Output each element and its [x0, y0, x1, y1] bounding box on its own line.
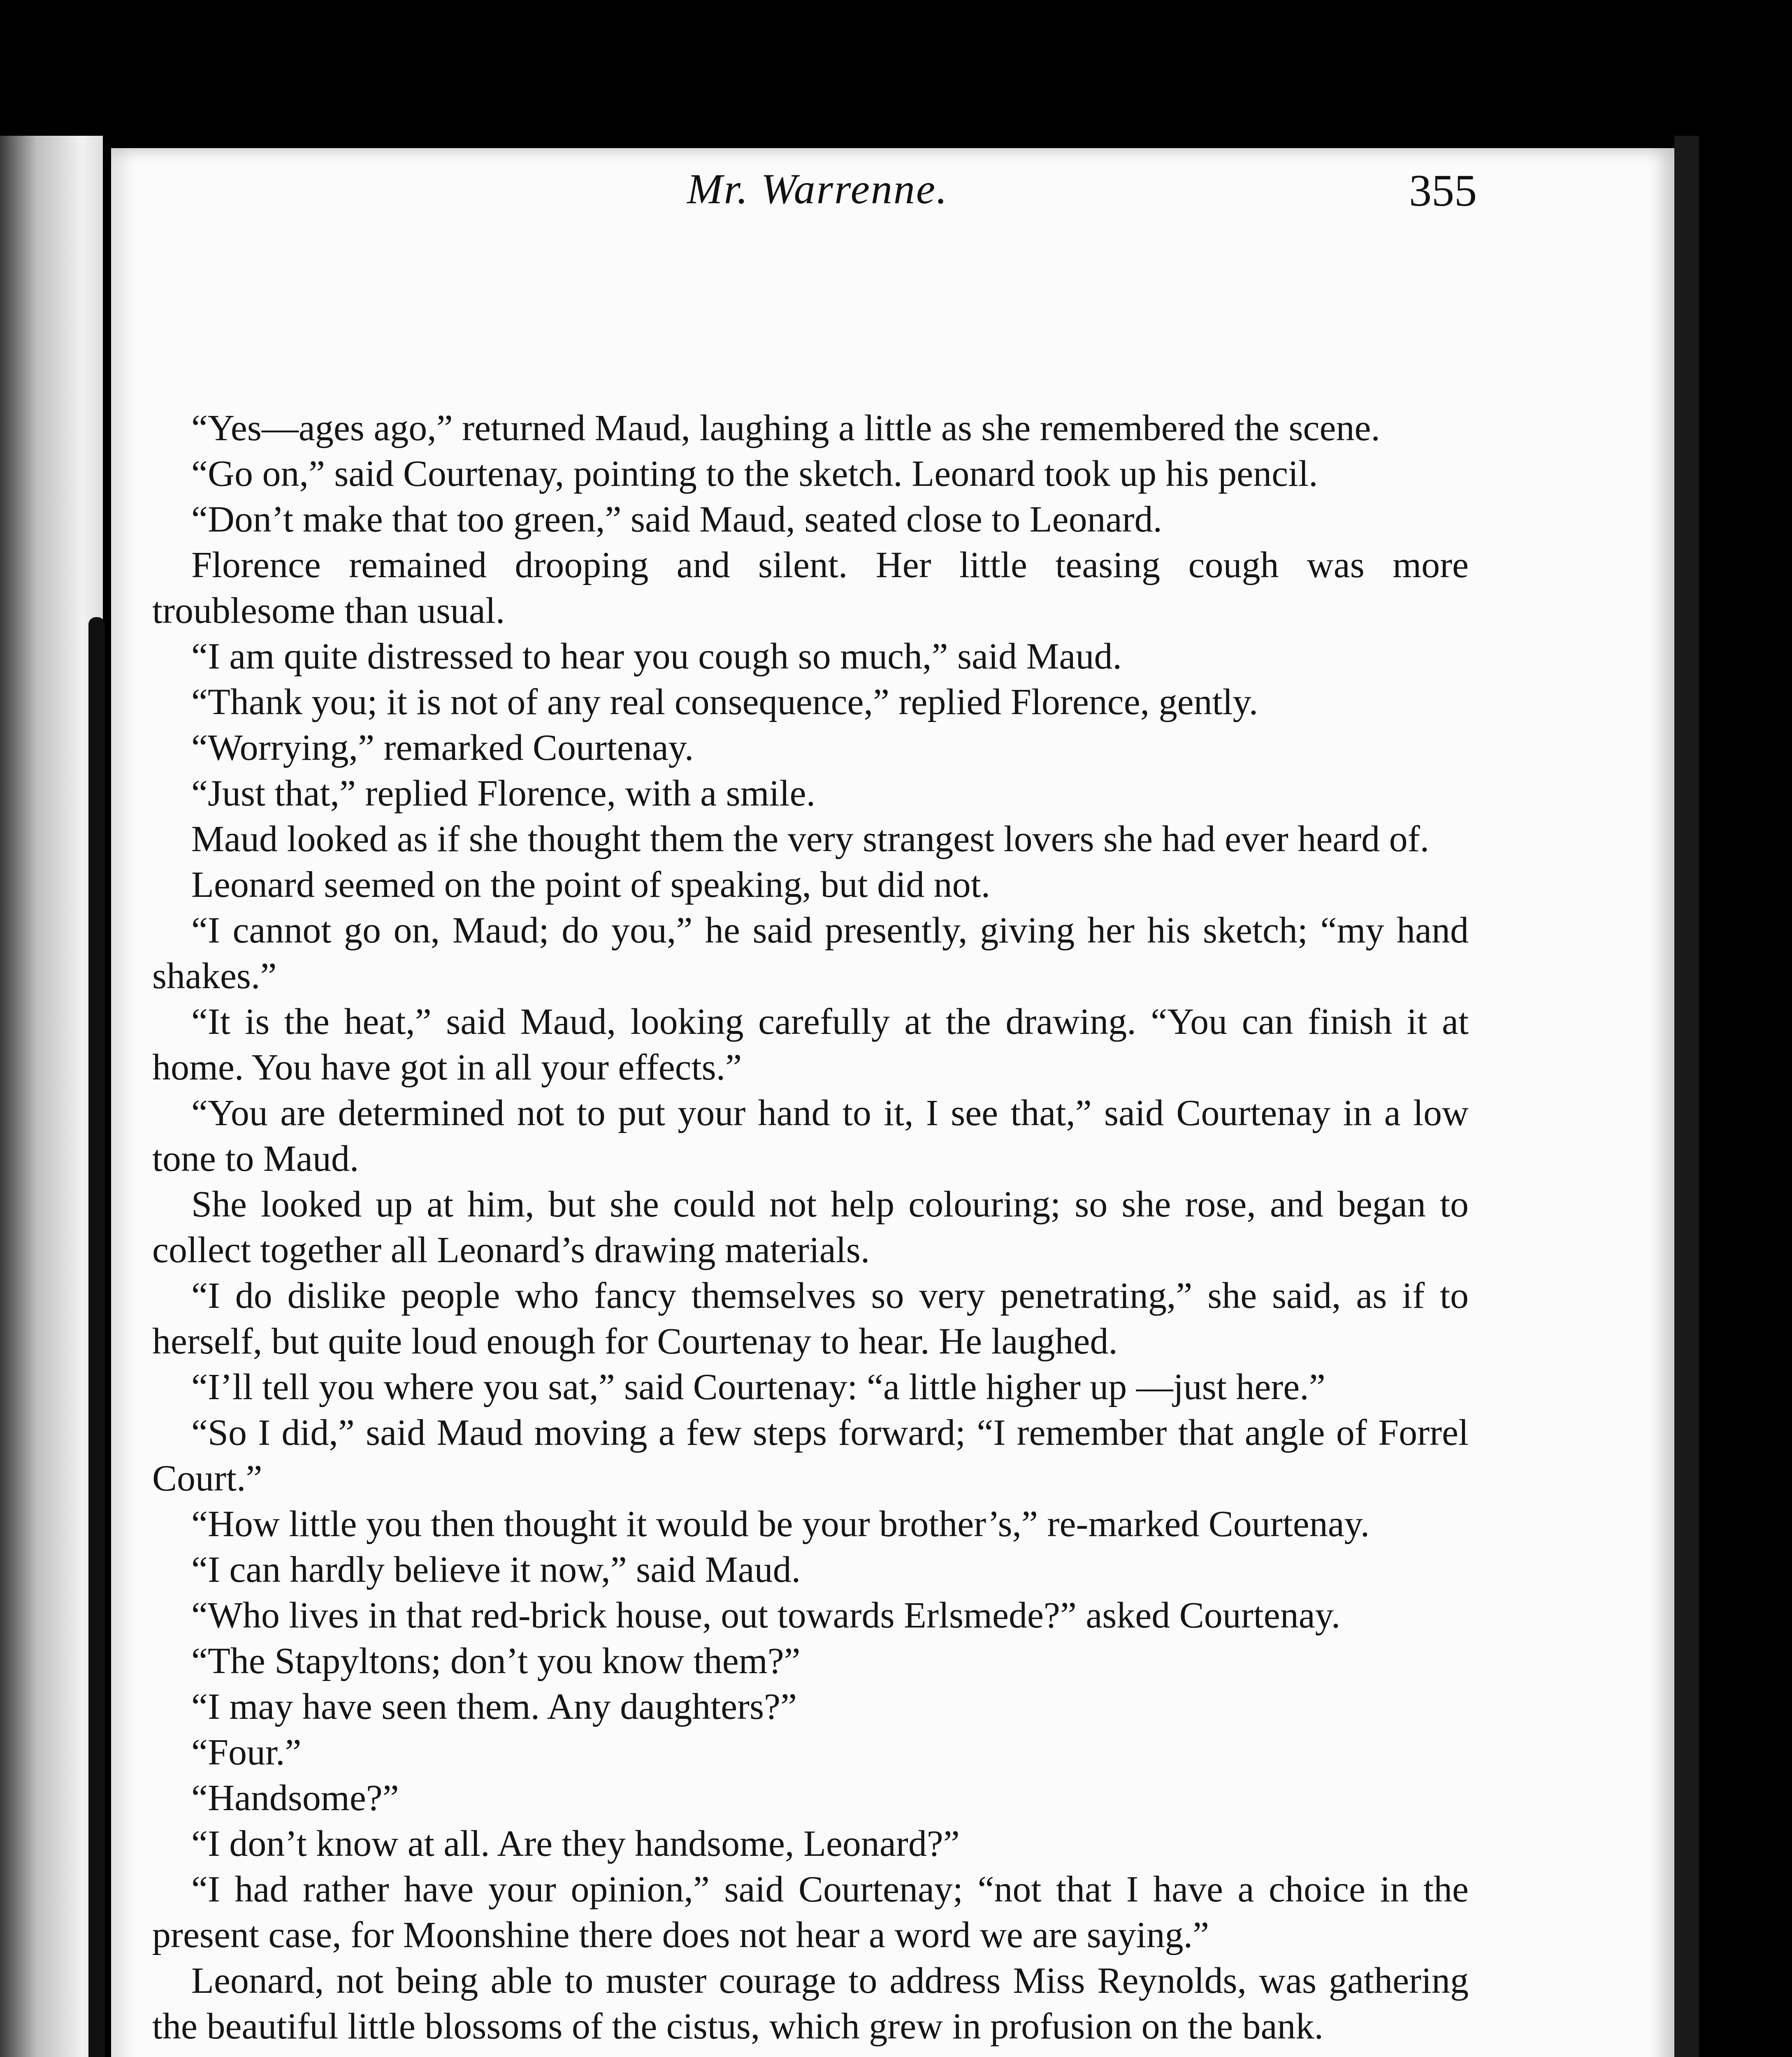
paragraph: “You are determined not to put your hand to it, I see that,” said Courtenay in a low tone to Maud. — [152, 1093, 1469, 1179]
running-title: Mr. Warrenne. — [687, 165, 949, 213]
paragraph: Leonard, not being able to muster courage to address Miss Reynolds, was gathering the beautiful little blossoms of the cistus, which grew in profusion on the bank. — [152, 1960, 1469, 2047]
paragraph: “I do dislike people who fancy themselves so very penetrating,” she said, as if to herself, but quite loud enough for Courtenay to hear. He laughed. — [152, 1275, 1469, 1362]
body-text — [152, 405, 1469, 2049]
paragraph: “The Stapyltons; don’t you know them?” — [191, 1641, 801, 1681]
facing-page-edge — [0, 136, 103, 2057]
page-right-shadow — [1674, 136, 1699, 2057]
paragraph: “I am quite distressed to hear you cough so much,” said Maud. — [191, 636, 1122, 677]
paragraph: Florence remained drooping and silent. Her little teasing cough was more troublesome than usual. — [152, 545, 1469, 631]
paragraph: “I may have seen them. Any daughters?” — [191, 1686, 797, 1727]
page-number: 355 — [1409, 165, 1477, 216]
paragraph: She looked up at him, but she could not help colouring; so she rose, and began to collect together all Leonard’s drawing materials. — [152, 1184, 1469, 1270]
paragraph: “Just that,” replied Florence, with a smile. — [191, 773, 816, 814]
paragraph: “I can hardly believe it now,” said Maud. — [191, 1549, 801, 1590]
paragraph: “I cannot go on, Maud; do you,” he said presently, giving her his sketch; “my hand shakes.” — [152, 910, 1469, 996]
paragraph: “Who lives in that red-brick house, out towards Erlsmede?” asked Courtenay. — [191, 1595, 1341, 1636]
paragraph: “Four.” — [191, 1732, 302, 1773]
paragraph: “It is the heat,” said Maud, looking carefully at the drawing. “You can finish it at home. You have got in all your effects.” — [152, 1001, 1469, 1088]
paragraph: “Go on,” said Courtenay, pointing to the sketch. Leonard took up his pencil. — [191, 453, 1318, 494]
paragraph: “I’ll tell you where you sat,” said Courtenay: “a little higher up —just here.” — [191, 1367, 1325, 1407]
paragraph: “How little you then thought it would be your brother’s,” re-marked Courtenay. — [191, 1504, 1370, 1544]
paragraph: “Worrying,” remarked Courtenay. — [191, 727, 694, 768]
paragraph: “So I did,” said Maud moving a few steps forward; “I remember that angle of Forrel Court.” — [152, 1412, 1469, 1499]
binding-shadow — [88, 617, 105, 2057]
paragraph: “I had rather have your opinion,” said Courtenay; “not that I have a choice in the present case, for Moonshine there does not hear a word we are saying.” — [152, 1869, 1469, 1955]
paragraph: “I don’t know at all. Are they handsome, Leonard?” — [191, 1823, 960, 1864]
paragraph: “Handsome?” — [191, 1778, 399, 1818]
paragraph: Maud looked as if she thought them the very strangest lovers she had ever heard of. — [191, 819, 1430, 859]
paragraph: “Don’t make that too green,” said Maud, seated close to Leonard. — [191, 499, 1163, 540]
page-header — [152, 165, 1477, 239]
paragraph: “Yes—ages ago,” returned Maud, laughing a little as she remembered the scene. — [191, 408, 1380, 448]
paragraph: “Thank you; it is not of any real consequence,” replied Florence, gently. — [191, 682, 1258, 722]
paragraph: Leonard seemed on the point of speaking, but did not. — [191, 864, 991, 905]
